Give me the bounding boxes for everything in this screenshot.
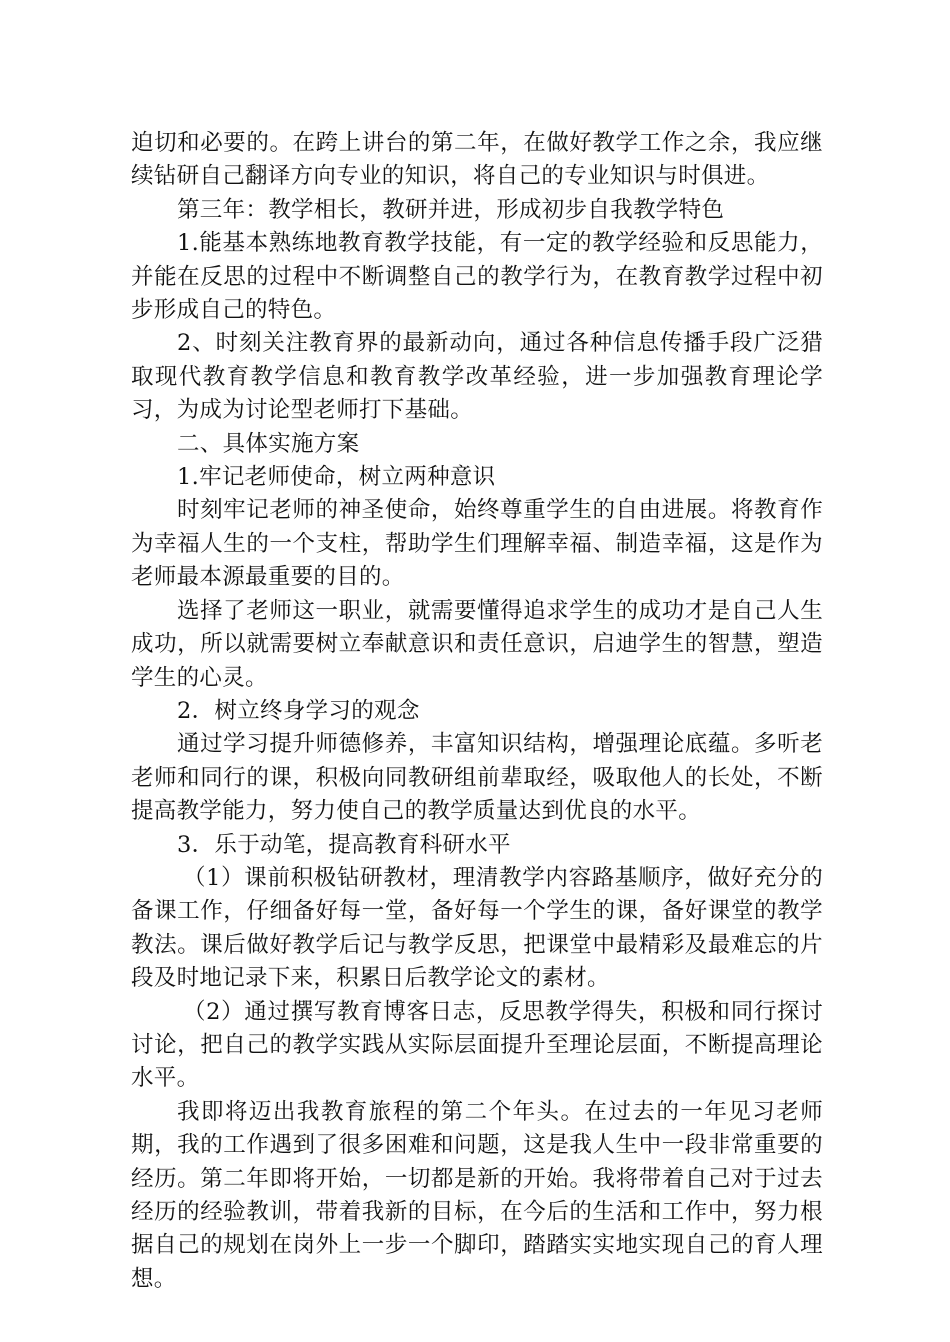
paragraph-mission-2: 选择了老师这一职业，就需要懂得追求学生的成功才是自己人生成功，所以就需要树立奉献意识和责任意识，启迪学生的智慧，塑造学生的心灵。 [131,597,823,691]
paragraph-mission-1: 时刻牢记老师的神圣使命，始终尊重学生的自由进展。将教育作为幸福人生的一个支柱，帮助学生们理解幸福、制造幸福，这是作为老师最本源最重要的目的。 [131,497,823,591]
paragraph-item-1: 1.能基本熟练地教育教学技能，有一定的教学经验和反思能力，并能在反思的过程中不断调整自己的教学行为，在教育教学过程中初步形成自己的特色。 [131,230,823,324]
subheading-lifelong-learning: 2．树立终身学习的观念 [177,697,420,724]
paragraph-continuation: 迫切和必要的。在跨上讲台的第二年，在做好教学工作之余，我应继续钻研自己翻译方向专业的知识，将自己的专业知识与时俱进。 [131,130,823,190]
paragraph-conclusion: 我即将迈出我教育旅程的第二个年头。在过去的一年见习老师期，我的工作遇到了很多困难和问题，这是我人生中一段非常重要的经历。第二年即将开始，一切都是新的开始。我将带着自己对于过去经历的经验教训，带着我新的目标，在今后的生活和工作中，努力根据自己的规划在岗外上一步一个脚印，踏踏实实地实现自己的育人理想。 [131,1098,823,1292]
heading-third-year: 第三年：教学相长，教研并进，形成初步自我教学特色 [177,196,725,223]
paragraph-lifelong-learning: 通过学习提升师德修养，丰富知识结构，增强理论底蕴。多听老老师和同行的课，积极向同教研组前辈取经，吸取他人的长处，不断提高教学能力，努力使自己的教学质量达到优良的水平。 [131,731,823,825]
paragraph-research-item-1: （1）课前积极钻研教材，理清教学内容路基顺序，做好充分的备课工作，仔细备好每一堂，备好每一个学生的课，备好课堂的教学教法。课后做好教学后记与教学反思，把课堂中最精彩及最难忘的片段及时地记录下来，积累日后教学论文的素材。 [131,864,823,992]
subheading-research-writing: 3．乐于动笔，提高教育科研水平 [177,831,511,858]
subheading-mission: 1.牢记老师使命，树立两种意识 [177,464,496,491]
document-body [131,127,823,1296]
paragraph-item-2: 2、时刻关注教育界的最新动向，通过各种信息传播手段广泛猎取现代教育教学信息和教育教学改革经验，进一步加强教育理论学习，为成为讨论型老师打下基础。 [131,330,823,424]
heading-implementation-plan: 二、具体实施方案 [177,430,360,457]
paragraph-research-item-2: （2）通过撰写教育博客日志，反思教学得失，积极和同行探讨讨论，把自己的教学实践从实际层面提升至理论层面，不断提高理论水平。 [131,998,823,1092]
